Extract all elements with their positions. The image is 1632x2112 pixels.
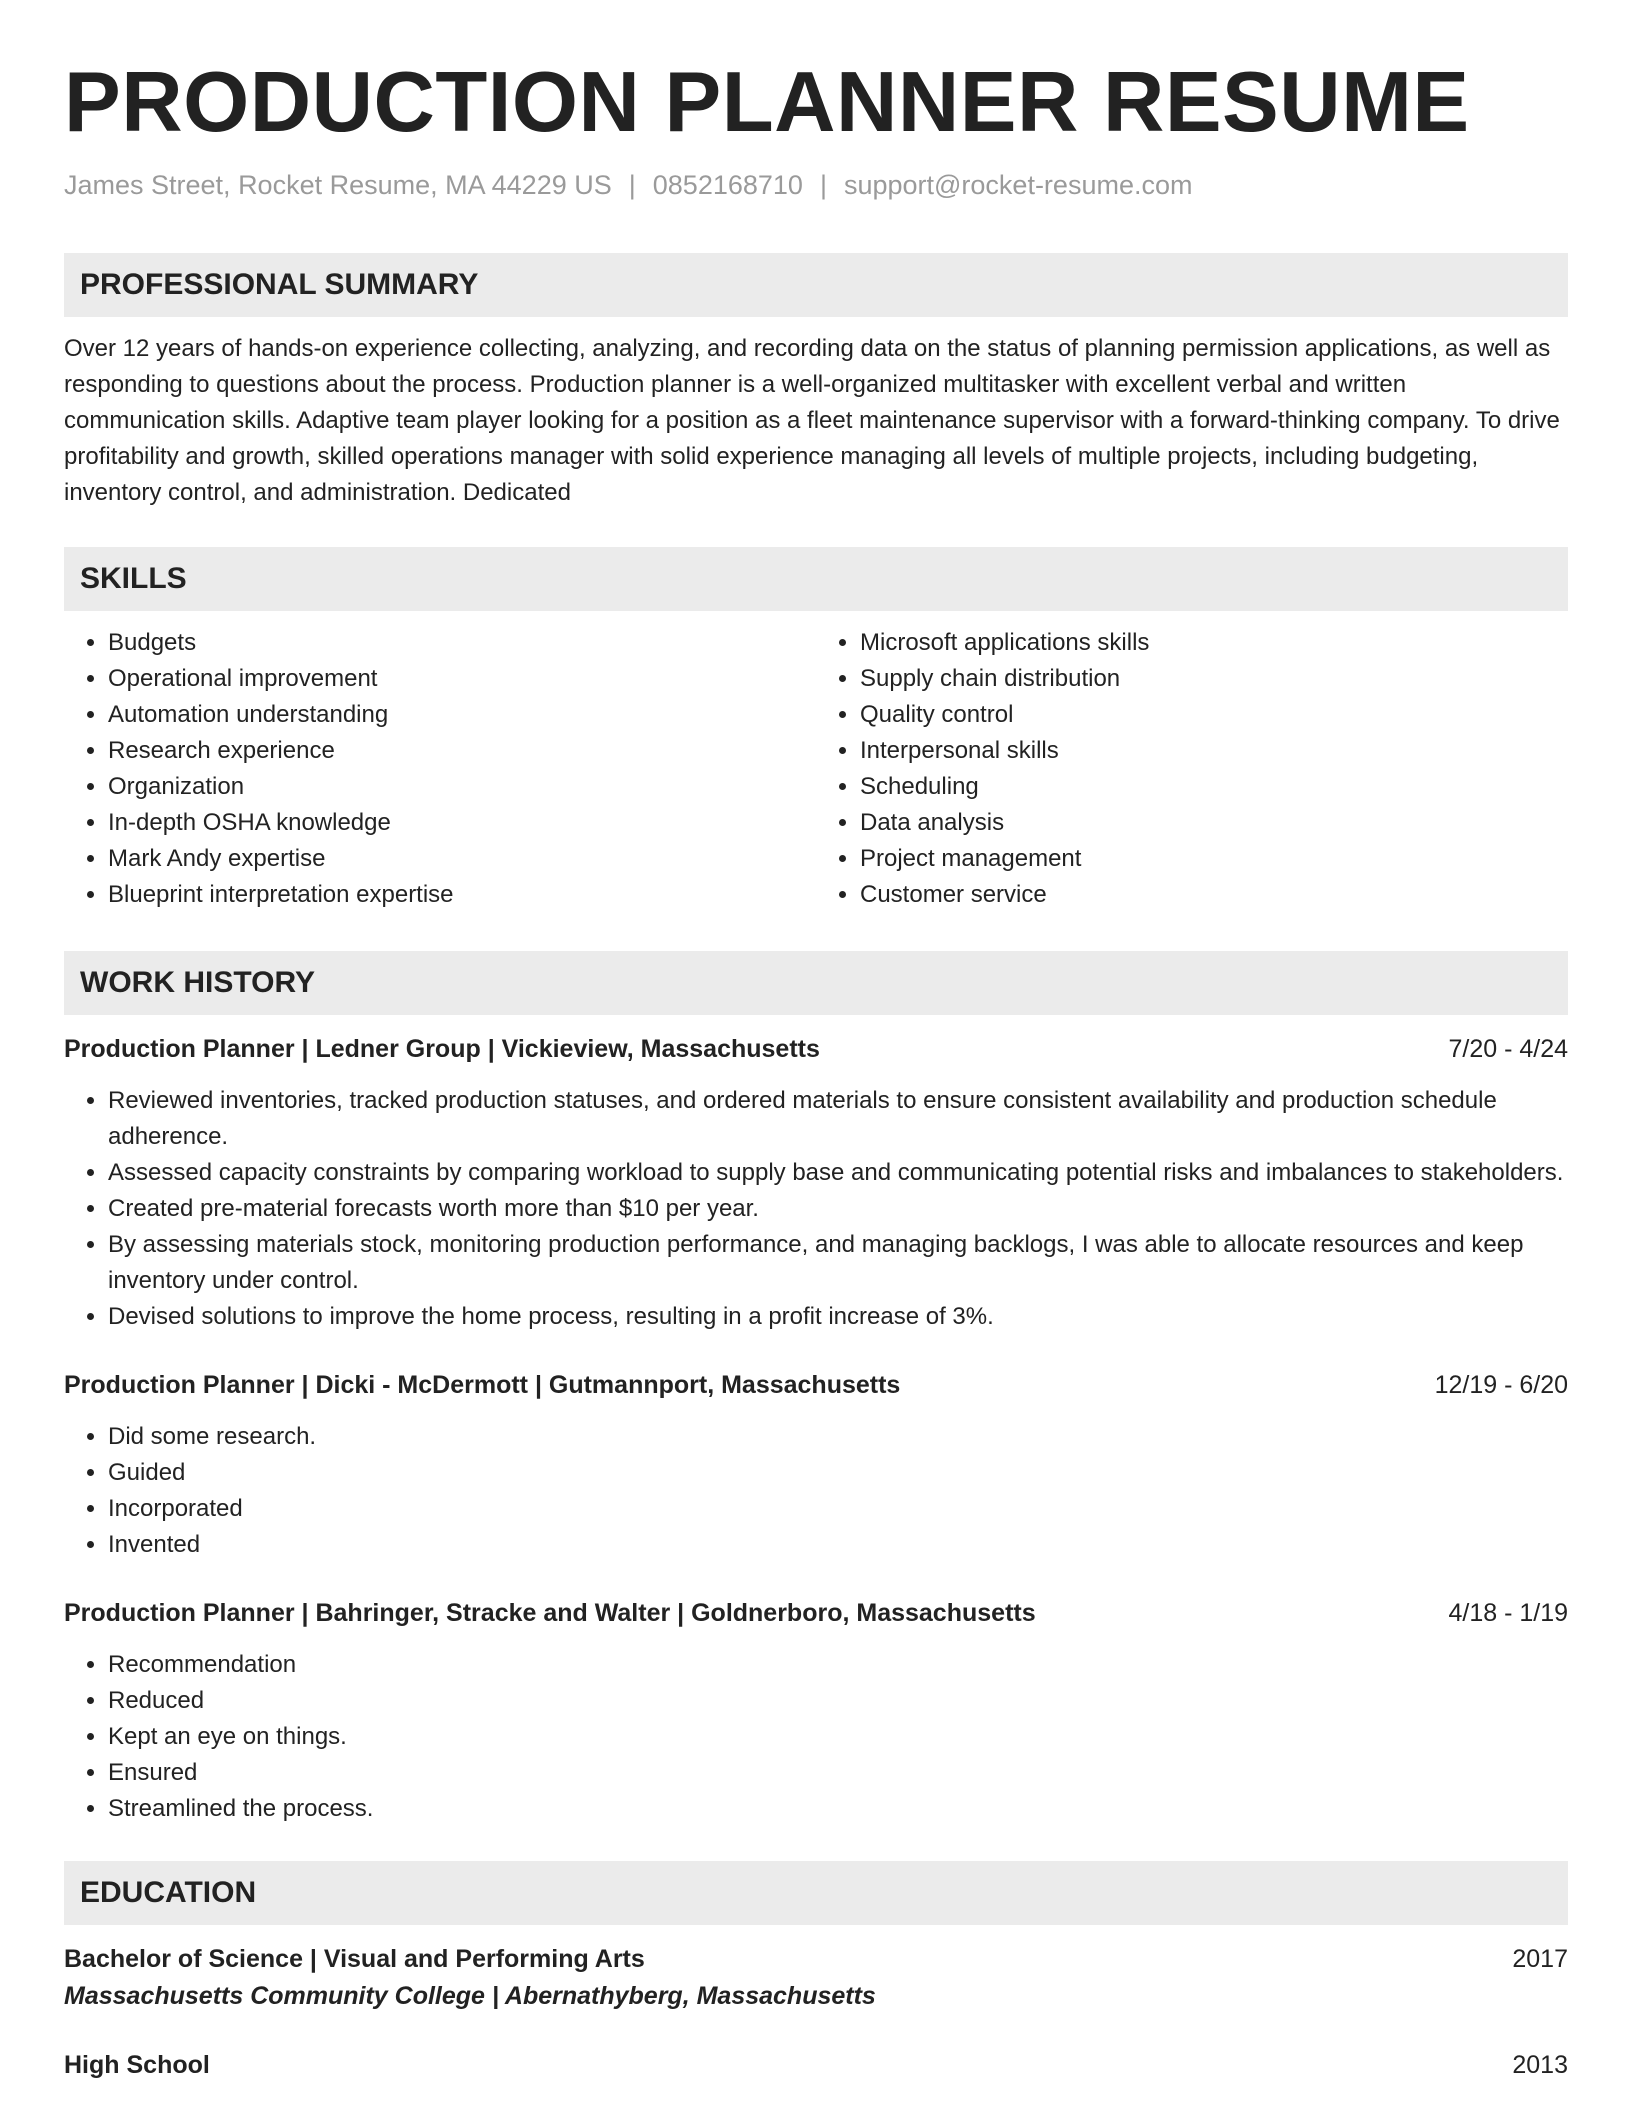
job-entry — [64, 1367, 1568, 1563]
job-bullets — [64, 1419, 1568, 1563]
education-year: 2017 — [1512, 1945, 1568, 1973]
education-entry — [64, 2047, 1568, 2083]
job-bullet: • By assessing materials stock, monitoring production performance, and managing backlogs, I was able to allocate resources and keep inventory under control. — [108, 1227, 1568, 1299]
education-row — [64, 1941, 1568, 1977]
skill-item: • Research experience — [108, 733, 816, 769]
skills-list — [64, 625, 1568, 913]
contact-line — [64, 170, 1568, 201]
skill-item: • Scheduling — [860, 769, 1568, 805]
job-bullet: • Kept an eye on things. — [108, 1719, 1568, 1755]
job-header — [64, 1595, 1568, 1631]
skill-item: • Budgets — [108, 625, 816, 661]
job-bullet: • Streamlined the process. — [108, 1791, 1568, 1827]
skill-item: • Operational improvement — [108, 661, 816, 697]
job-bullet: • Recommendation — [108, 1647, 1568, 1683]
skill-item: • Microsoft applications skills — [860, 625, 1568, 661]
job-title: Production Planner | Dicki - McDermott | Gutmannport, Massachusetts — [64, 1371, 901, 1399]
education-degree: High School — [64, 2051, 210, 2079]
job-bullets — [64, 1647, 1568, 1827]
job-entry — [64, 1031, 1568, 1335]
skill-item: • Project management — [860, 841, 1568, 877]
section-header-education: EDUCATION — [64, 1861, 1568, 1925]
skill-item: • Interpersonal skills — [860, 733, 1568, 769]
skill-item: • Quality control — [860, 697, 1568, 733]
contact-separator: | — [628, 170, 636, 200]
section-header-work-history: WORK HISTORY — [64, 951, 1568, 1015]
job-bullet: • Assessed capacity constraints by comparing workload to supply base and communicating potential risks and imbalances to stakeholders. — [108, 1155, 1568, 1191]
job-bullet: • Incorporated — [108, 1491, 1568, 1527]
job-bullet: • Reviewed inventories, tracked production statuses, and ordered materials to ensure consistent availability and production schedule adherence. — [108, 1083, 1568, 1155]
job-dates: 4/18 - 1/19 — [1448, 1599, 1568, 1627]
skill-item: • Automation understanding — [108, 697, 816, 733]
skill-item: • Organization — [108, 769, 816, 805]
contact-email: support@rocket-resume.com — [843, 170, 1193, 200]
section-header-skills: SKILLS — [64, 547, 1568, 611]
job-dates: 12/19 - 6/20 — [1434, 1371, 1568, 1399]
job-dates: 7/20 - 4/24 — [1448, 1035, 1568, 1063]
job-bullet: • Ensured — [108, 1755, 1568, 1791]
job-bullet: • Did some research. — [108, 1419, 1568, 1455]
education-year: 2013 — [1512, 2051, 1568, 2079]
education-entry — [64, 1941, 1568, 2015]
skill-item: • Supply chain distribution — [860, 661, 1568, 697]
education-row — [64, 2047, 1568, 2083]
skills-column-left — [64, 625, 816, 913]
job-bullet: • Guided — [108, 1455, 1568, 1491]
contact-address: James Street, Rocket Resume, MA 44229 US — [64, 170, 612, 200]
skill-item: • Blueprint interpretation expertise — [108, 877, 816, 913]
skills-column-right — [816, 625, 1568, 913]
job-title: Production Planner | Ledner Group | Vickieview, Massachusetts — [64, 1035, 820, 1063]
job-bullet: • Created pre-material forecasts worth more than $10 per year. — [108, 1191, 1568, 1227]
job-bullet: • Devised solutions to improve the home process, resulting in a profit increase of 3%. — [108, 1299, 1568, 1335]
education-school: Massachusetts Community College | Abernathyberg, Massachusetts — [64, 1982, 876, 2010]
job-header — [64, 1031, 1568, 1067]
job-bullet: • Invented — [108, 1527, 1568, 1563]
contact-separator: | — [819, 170, 827, 200]
section-header-summary: PROFESSIONAL SUMMARY — [64, 253, 1568, 317]
job-title: Production Planner | Bahringer, Stracke and Walter | Goldnerboro, Massachusetts — [64, 1599, 1036, 1627]
summary-text: Over 12 years of hands-on experience collecting, analyzing, and recording data on the status of planning permission applications, as well as responding to questions about the process. Production planner is a well-organized multitasker with excellent verbal and written communication skills. Adaptive team player looking for a position as a fleet maintenance supervisor with a forward-thinking company. To drive profitability and growth, skilled operations manager with solid experience managing all levels of multiple projects, including budgeting, inventory control, and administration. Dedicated — [64, 335, 1560, 506]
job-entry — [64, 1595, 1568, 1827]
skill-item: • Mark Andy expertise — [108, 841, 816, 877]
education-degree: Bachelor of Science | Visual and Performing Arts — [64, 1945, 645, 1973]
skill-item: • Data analysis — [860, 805, 1568, 841]
skill-item: • In-depth OSHA knowledge — [108, 805, 816, 841]
job-bullets — [64, 1083, 1568, 1335]
contact-phone: 0852168710 — [652, 170, 803, 200]
job-bullet: • Reduced — [108, 1683, 1568, 1719]
skill-item: • Customer service — [860, 877, 1568, 913]
job-header — [64, 1367, 1568, 1403]
resume-title: PRODUCTION PLANNER RESUME — [64, 55, 1470, 150]
